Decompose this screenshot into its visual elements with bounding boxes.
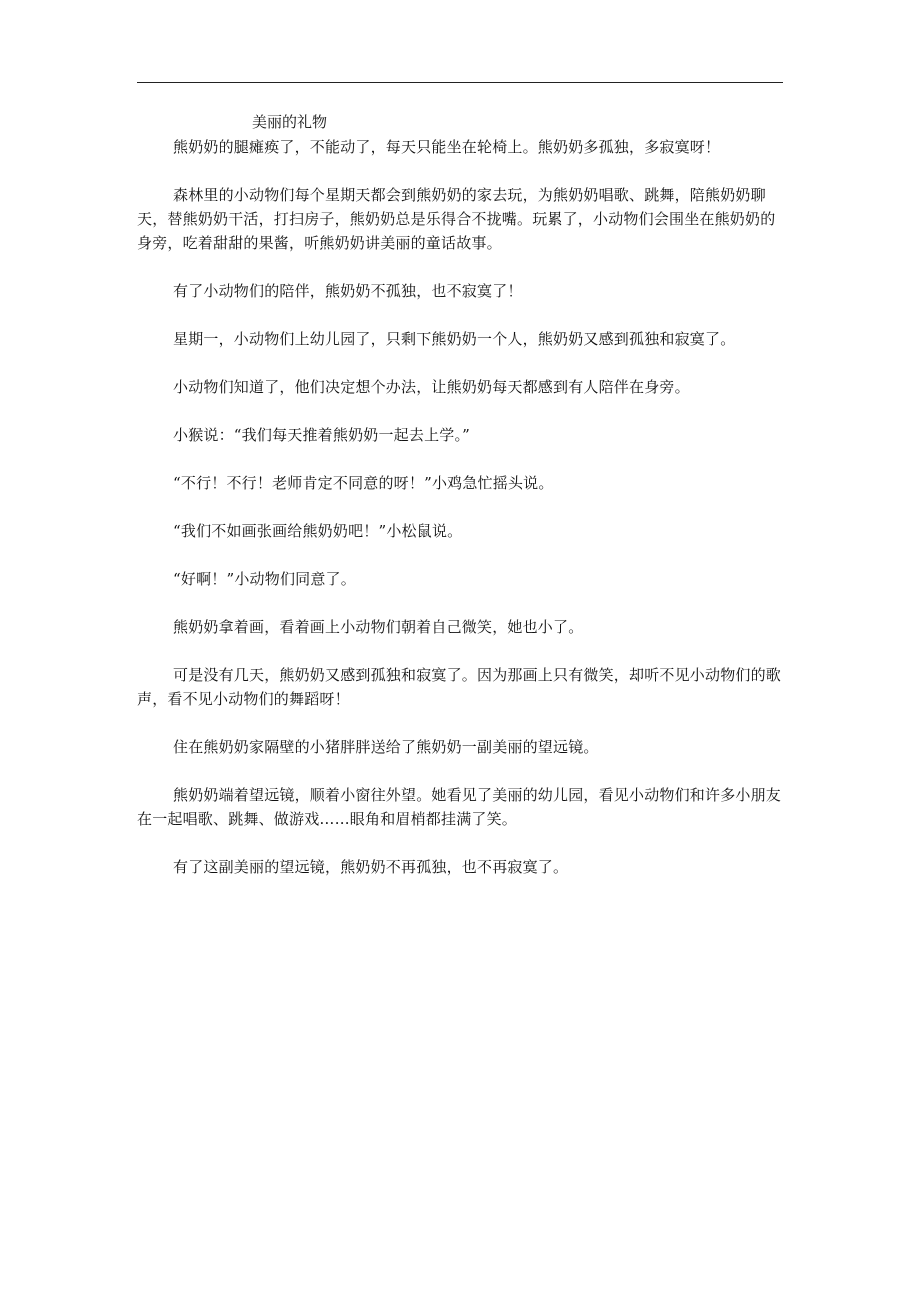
paragraph: 熊奶奶端着望远镜，顺着小窗往外望。她看见了美丽的幼儿园，看见小动物们和许多小朋友在一起唱歌、跳舞、做游戏……眼角和眉梢都挂满了笑。 [137,786,782,828]
paragraph: 星期一，小动物们上幼儿园了，只剩下熊奶奶一个人，熊奶奶又感到孤独和寂寞了。 [173,330,736,348]
paragraph: 小猴说：“我们每天推着熊奶奶一起去上学。” [173,426,471,444]
paragraph: 森林里的小动物们每个星期天都会到熊奶奶的家去玩，为熊奶奶唱歌、跳舞，陪熊奶奶聊天，替熊奶奶干活，打扫房子，熊奶奶总是乐得合不拢嘴。玩累了，小动物们会围坐在熊奶奶的身旁，吃着甜甜的果酱，听熊奶奶讲美丽的童话故事。 [137,186,776,252]
paragraph: 有了这副美丽的望远镜，熊奶奶不再孤独，也不再寂寞了。 [173,858,569,876]
document-title: 美丽的礼物 [252,113,328,131]
paragraph: 熊奶奶拿着画，看着画上小动物们朝着自己微笑，她也小了。 [173,618,584,636]
paragraph: 有了小动物们的陪伴，熊奶奶不孤独，也不寂寞了！ [173,282,523,300]
paragraph: “不行！不行！老师肯定不同意的呀！”小鸡急忙摇头说。 [173,474,554,492]
paragraph: 熊奶奶的腿瘫痪了，不能动了，每天只能坐在轮椅上。熊奶奶多孤独，多寂寞呀！ [173,138,721,156]
paragraph: 可是没有几天，熊奶奶又感到孤独和寂寞了。因为那画上只有微笑，却听不见小动物们的歌声，看不见小动物们的舞蹈呀！ [137,666,782,708]
paragraph: “好啊！”小动物们同意了。 [173,570,356,588]
paragraph: 小动物们知道了，他们决定想个办法，让熊奶奶每天都感到有人陪伴在身旁。 [173,378,690,396]
paragraph: 住在熊奶奶家隔壁的小猪胖胖送给了熊奶奶一副美丽的望远镜。 [173,738,599,756]
paragraph: “我们不如画张画给熊奶奶吧！”小松鼠说。 [173,522,463,540]
header-rule [137,82,783,83]
document-body [137,108,785,903]
